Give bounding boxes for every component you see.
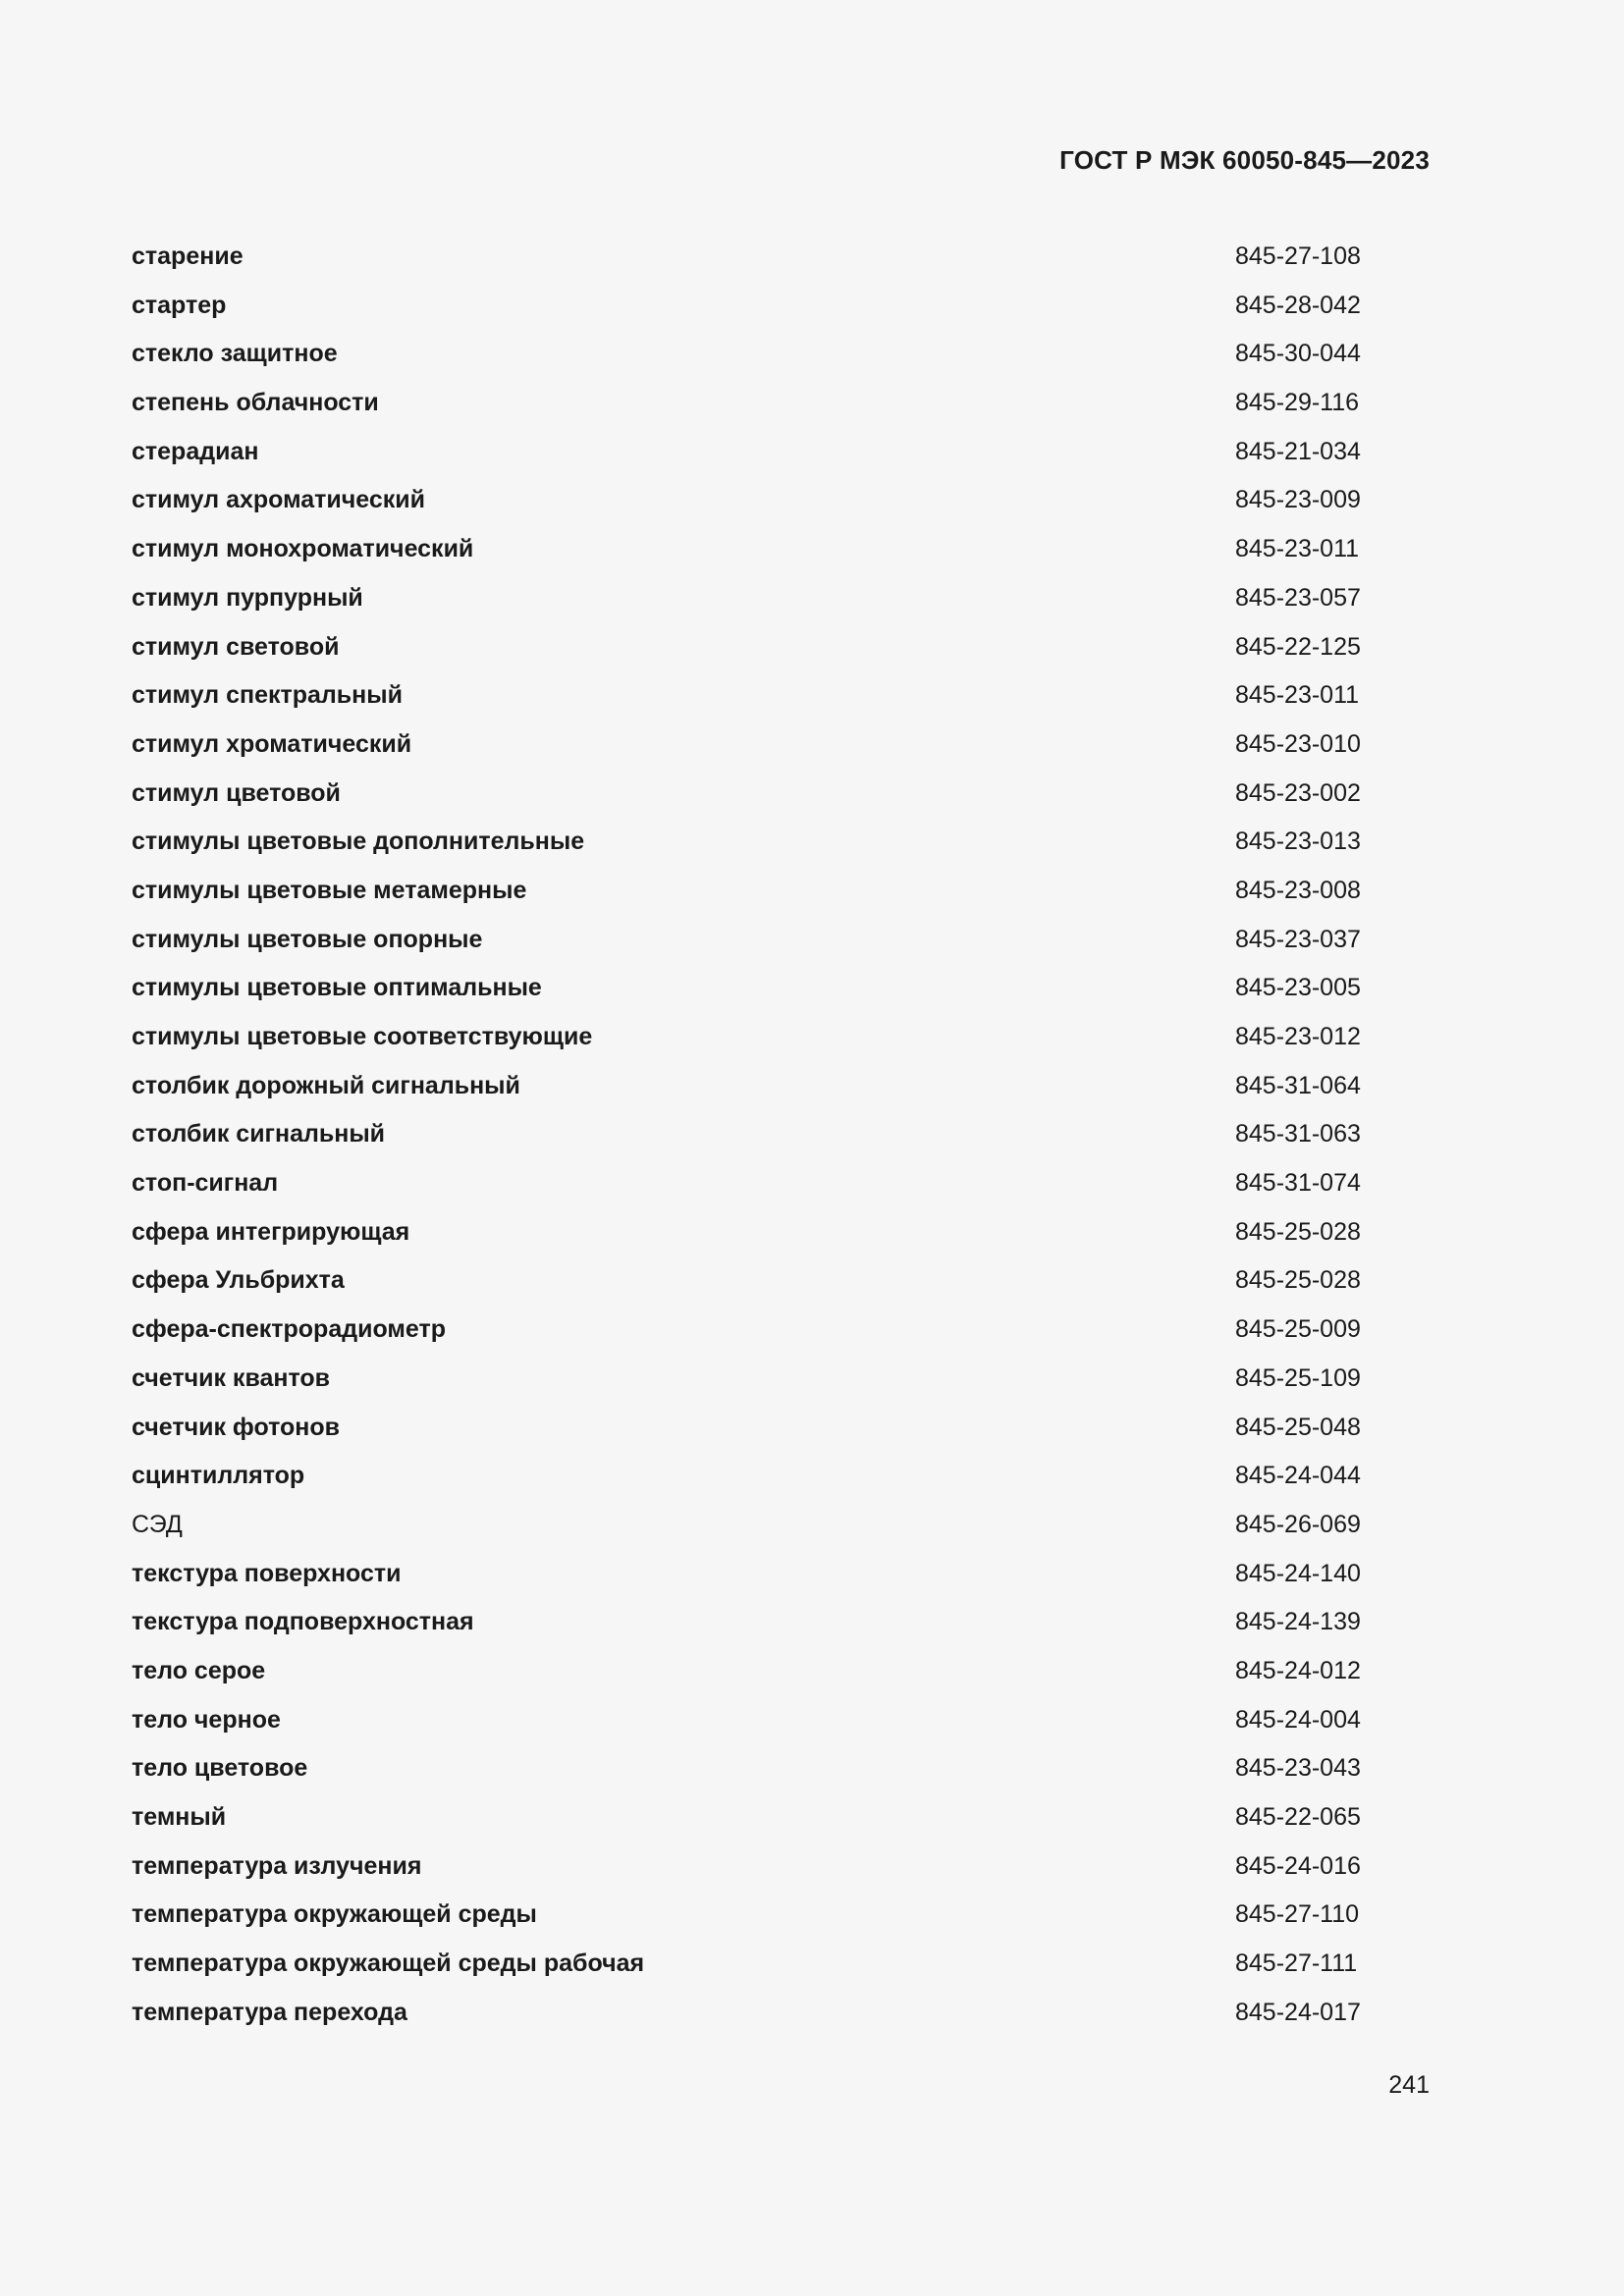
index-entry <box>132 1646 1361 1695</box>
index-entry <box>132 1939 1361 1988</box>
index-entry <box>132 378 1361 427</box>
index-entry <box>132 866 1361 915</box>
index-term-code: 845-24-140 <box>1235 1559 1361 1587</box>
index-term: стимул спектральный <box>132 681 403 710</box>
index-term-code: 845-30-044 <box>1235 340 1361 368</box>
term-index-list <box>132 232 1361 2036</box>
index-term: сцинтиллятор <box>132 1462 305 1490</box>
index-term: стимул пурпурный <box>132 583 363 612</box>
index-term-code: 845-23-011 <box>1235 681 1360 710</box>
index-entry <box>132 1988 1361 2037</box>
index-entry <box>132 1549 1361 1598</box>
index-term: сфера интегрирующая <box>132 1217 410 1246</box>
index-term: стоп-сигнал <box>132 1169 279 1198</box>
index-term: стимул цветовой <box>132 778 341 807</box>
index-term: СЭД <box>132 1510 183 1538</box>
index-entry <box>132 769 1361 818</box>
index-entry <box>132 1451 1361 1500</box>
index-term: стимул ахроматический <box>132 486 426 514</box>
index-term: температура перехода <box>132 1998 407 2026</box>
index-term: тело серое <box>132 1656 266 1684</box>
index-term-code: 845-25-028 <box>1235 1266 1361 1295</box>
index-term-code: 845-24-004 <box>1235 1705 1361 1734</box>
index-term: стимулы цветовые метамерные <box>132 876 527 904</box>
index-term-code: 845-25-109 <box>1235 1363 1361 1392</box>
index-term-code: 845-27-110 <box>1235 1900 1360 1929</box>
index-term-code: 845-22-065 <box>1235 1803 1361 1831</box>
index-entry <box>132 1305 1361 1354</box>
index-term-code: 845-23-002 <box>1235 778 1361 807</box>
index-entry <box>132 1061 1361 1110</box>
index-entry <box>132 281 1361 330</box>
index-term: температура окружающей среды <box>132 1900 537 1929</box>
index-term: стимулы цветовые дополнительные <box>132 828 585 856</box>
index-entry <box>132 1842 1361 1891</box>
index-entry <box>132 1403 1361 1452</box>
index-term-code: 845-31-074 <box>1235 1169 1361 1198</box>
index-term-code: 845-23-043 <box>1235 1754 1361 1783</box>
index-term-code: 845-27-111 <box>1235 1949 1358 1978</box>
index-term-code: 845-24-044 <box>1235 1462 1361 1490</box>
index-term-code: 845-26-069 <box>1235 1510 1361 1538</box>
index-term: темный <box>132 1803 227 1831</box>
index-entry <box>132 1792 1361 1842</box>
index-term: столбик сигнальный <box>132 1120 386 1148</box>
index-entry <box>132 1597 1361 1646</box>
index-entry <box>132 817 1361 866</box>
index-entry <box>132 670 1361 720</box>
index-term: тело цветовое <box>132 1754 308 1783</box>
index-term: сфера Ульбрихта <box>132 1266 345 1295</box>
index-term: стартер <box>132 291 227 319</box>
index-entry <box>132 1500 1361 1549</box>
index-entry <box>132 475 1361 524</box>
index-entry <box>132 915 1361 964</box>
index-term: стимулы цветовые соответствующие <box>132 1023 593 1050</box>
index-entry <box>132 1695 1361 1744</box>
index-term-code: 845-31-064 <box>1235 1071 1361 1099</box>
index-term-code: 845-24-139 <box>1235 1608 1361 1636</box>
index-term-code: 845-22-125 <box>1235 632 1361 661</box>
index-term-code: 845-21-034 <box>1235 437 1361 465</box>
index-entry <box>132 1354 1361 1403</box>
index-term-code: 845-23-057 <box>1235 583 1361 612</box>
index-term-code: 845-23-008 <box>1235 876 1361 904</box>
index-entry <box>132 1255 1361 1305</box>
index-term-code: 845-27-108 <box>1235 242 1361 270</box>
index-term-code: 845-23-012 <box>1235 1023 1361 1050</box>
index-term: стимул световой <box>132 632 340 661</box>
index-term: стимулы цветовые опорные <box>132 925 483 953</box>
index-term-code: 845-23-005 <box>1235 974 1361 1002</box>
index-term-code: 845-25-048 <box>1235 1413 1361 1441</box>
index-term-code: 845-23-009 <box>1235 486 1361 514</box>
index-entry <box>132 1207 1361 1256</box>
index-entry <box>132 1109 1361 1158</box>
index-term: тело черное <box>132 1705 281 1734</box>
index-entry <box>132 329 1361 378</box>
index-term: степень облачности <box>132 389 379 417</box>
index-term: стимул хроматический <box>132 729 412 758</box>
index-term: стимулы цветовые оптимальные <box>132 974 542 1002</box>
index-term: счетчик квантов <box>132 1363 331 1392</box>
index-term-code: 845-25-009 <box>1235 1315 1361 1344</box>
index-term-code: 845-28-042 <box>1235 291 1361 319</box>
index-entry <box>132 720 1361 769</box>
index-term-code: 845-24-012 <box>1235 1656 1361 1684</box>
index-entry <box>132 524 1361 573</box>
index-term-code: 845-23-010 <box>1235 729 1361 758</box>
index-entry <box>132 1890 1361 1939</box>
index-term: сфера-спектрорадиометр <box>132 1315 446 1344</box>
index-term: текстура подповерхностная <box>132 1608 474 1636</box>
index-term-code: 845-24-016 <box>1235 1851 1361 1880</box>
index-term: старение <box>132 242 244 270</box>
index-term: температура излучения <box>132 1851 422 1880</box>
document-header: ГОСТ Р МЭК 60050-845—2023 <box>1059 145 1430 175</box>
index-term: стекло защитное <box>132 340 338 368</box>
index-entry <box>132 1743 1361 1792</box>
index-entry <box>132 963 1361 1012</box>
index-entry <box>132 1158 1361 1207</box>
index-entry <box>132 232 1361 281</box>
index-entry <box>132 573 1361 622</box>
page-number: 241 <box>1388 2071 1430 2099</box>
index-term-code: 845-23-037 <box>1235 925 1361 953</box>
index-term-code: 845-29-116 <box>1235 389 1360 417</box>
index-entry <box>132 1012 1361 1061</box>
index-term: стимул монохроматический <box>132 535 474 563</box>
index-term-code: 845-25-028 <box>1235 1217 1361 1246</box>
index-term: стерадиан <box>132 437 259 465</box>
index-entry <box>132 622 1361 671</box>
index-term: счетчик фотонов <box>132 1413 341 1441</box>
index-term-code: 845-31-063 <box>1235 1120 1361 1148</box>
index-term: температура окружающей среды рабочая <box>132 1949 645 1978</box>
index-term: столбик дорожный сигнальный <box>132 1071 520 1099</box>
index-term: текстура поверхности <box>132 1559 402 1587</box>
index-term-code: 845-23-011 <box>1235 535 1360 563</box>
index-term-code: 845-23-013 <box>1235 828 1361 856</box>
index-entry <box>132 427 1361 476</box>
index-term-code: 845-24-017 <box>1235 1998 1361 2026</box>
